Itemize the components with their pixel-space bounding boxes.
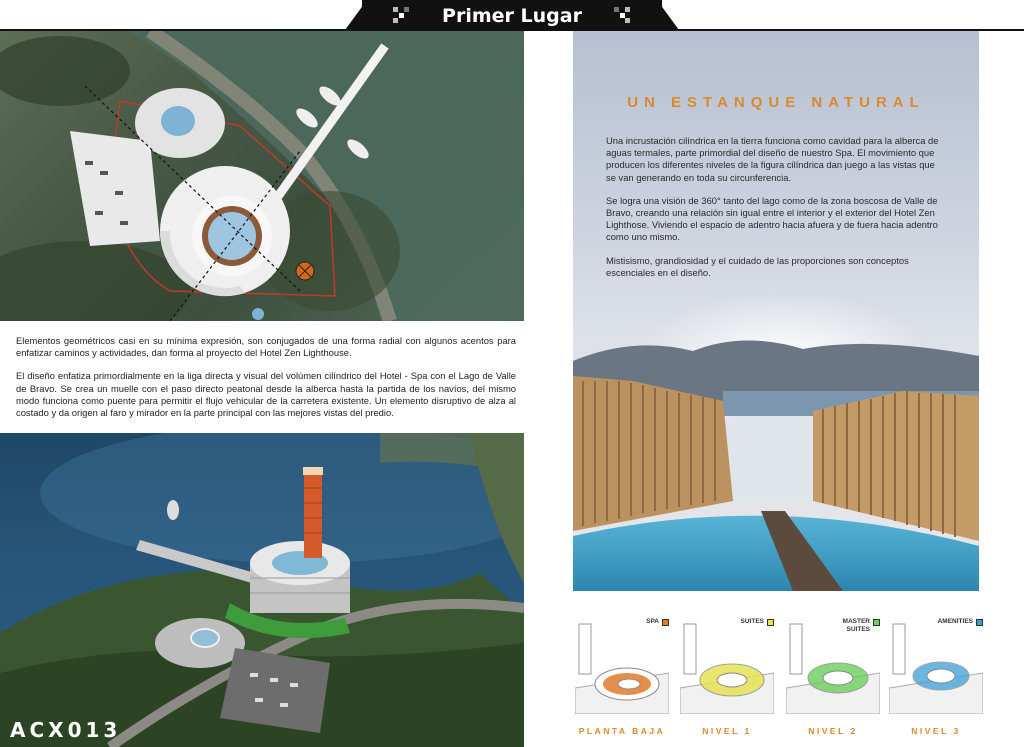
concept-paragraph-1: Una incrustación cilíndrica en la tierra funciona como cavidad para la alberca de aguas termales, parte primordial del diseño de nuestro Spa. El movimiento que producen los diferentes niveles de la figura cilíndrica dan juego a las vistas que se van generando en toda su circunferencia. (606, 135, 939, 183)
level-name-nivel-1: NIVEL 1 (702, 726, 752, 736)
aerial-render-image (0, 433, 524, 747)
level-plan-illustration (889, 618, 983, 714)
level-name-planta-baja: PLANTA BAJA (578, 726, 666, 736)
page-title: Primer Lugar (442, 5, 582, 27)
legend-swatch (976, 619, 983, 626)
description-paragraph-1: Elementos geométricos casi en su mínima expresión, son conjugados de una forma radial con algunos acentos para enfatizar caminos y actividades, dan forma al proyecto del Hotel Zen Lighthouse. (16, 335, 516, 359)
legend-swatch (873, 619, 880, 626)
level-name-nivel-2: NIVEL 2 (808, 726, 858, 736)
concept-paragraph-2: Se logra una visión de 360° tanto del lago como de la zona boscosa de Valle de Bravo, creando una relación sin igual entre el interior y el exterior del Hotel Zen Lighthose. Viviendo el espacio de adentro hacia afuera y de fuera hacia adentro como uno mismo. (606, 194, 938, 243)
site-plan-image (0, 31, 524, 321)
level-name-nivel-3: NIVEL 3 (911, 726, 961, 736)
concept-title: UN ESTANQUE NATURAL (627, 94, 925, 111)
level-caption: AMENITIES (938, 618, 983, 626)
level-diagram-nivel-3 (889, 618, 983, 714)
project-code: ACX013 (10, 718, 122, 742)
level-plan-illustration (680, 618, 774, 714)
description-paragraph-2: El diseño enfatiza primordialmente en la liga directa y visual del volúmen cilíndrico del Hotel - Spa con el Lago de Valle de Bravo. Se crea un muelle con el paso directo peatonal desde la alberca hasta la partida de los navíos, del mismo modo funciona como puente para permitir el flujo vehicular de la carretera existente. Un elemento disruptivo de alza al costado y da origen al faro y mirador en la parte principal con las mejores vistas del predio. (16, 370, 516, 419)
level-caption: MASTER SUITES (836, 618, 880, 633)
pixel-ornament-left (393, 7, 409, 23)
level-caption: SUITES (741, 618, 774, 626)
level-caption: SPA (646, 618, 669, 626)
level-diagram-planta-baja (575, 618, 669, 714)
concept-description (606, 135, 946, 290)
level-diagram-nivel-2 (786, 618, 880, 714)
spa-render-illustration (573, 31, 979, 591)
project-description (16, 335, 516, 430)
concept-panel (573, 31, 979, 591)
level-diagram-nivel-1 (680, 618, 774, 714)
pixel-ornament-right (614, 7, 630, 23)
legend-swatch (767, 619, 774, 626)
level-plan-illustration (575, 618, 669, 714)
banner-wing-right (657, 0, 679, 30)
aerial-render-illustration (0, 433, 524, 747)
site-plan-illustration (0, 31, 524, 321)
legend-swatch (662, 619, 669, 626)
concept-paragraph-3: Mistisismo, grandiosidad y el cuidado de las proporciones son conceptos escenciales en el diseño. (606, 254, 909, 278)
